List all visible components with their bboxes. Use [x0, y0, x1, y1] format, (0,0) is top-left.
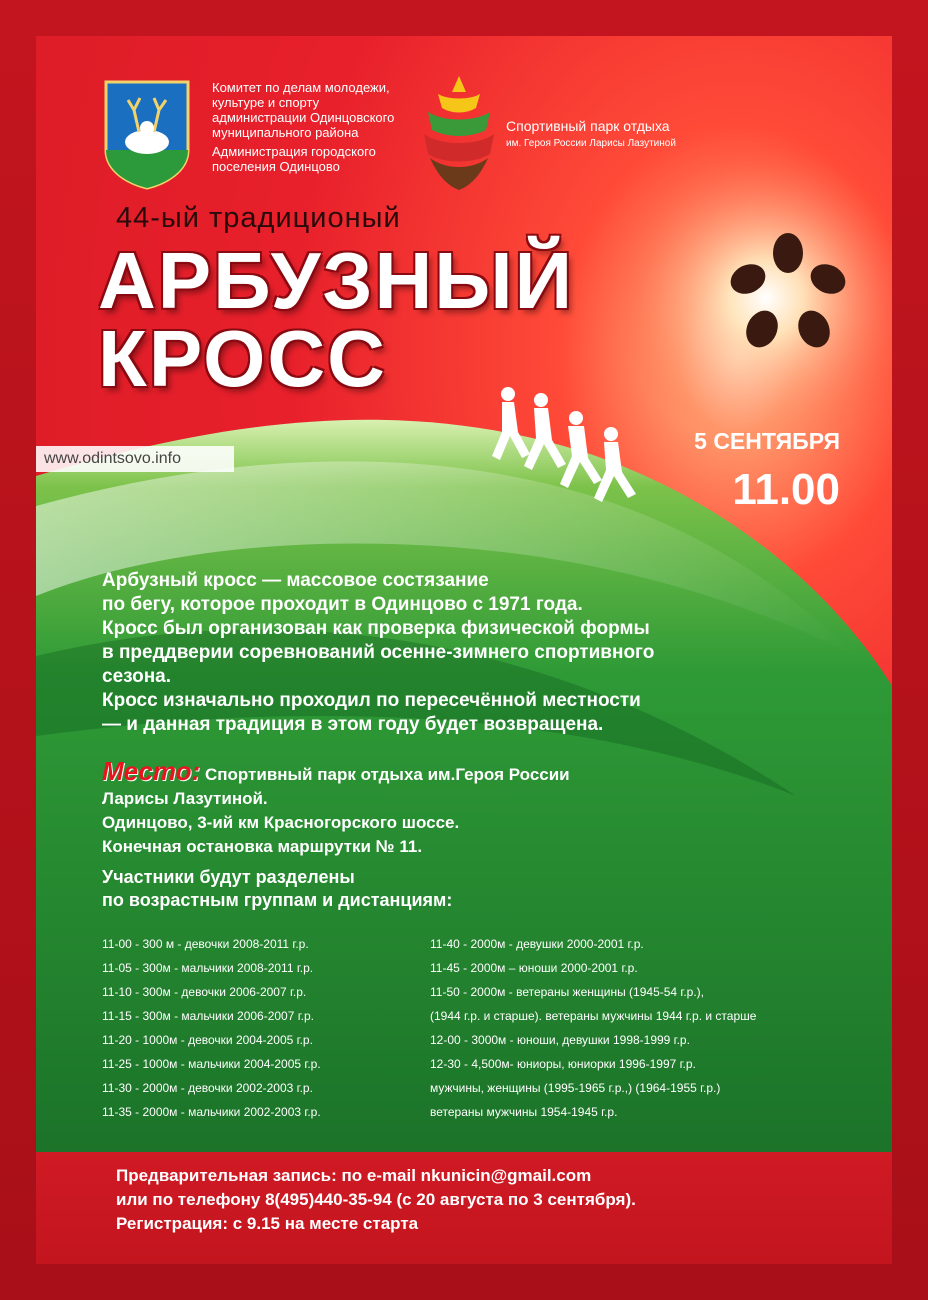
groups-heading: Участники будут разделены по возрастным группам и дистанциям: [102, 867, 453, 910]
committee-text: Комитет по делам молодежи, культуре и спорту администрации Одинцовского муниципального района Администрация городского поселения Одинцово [212, 80, 395, 174]
description: Арбузный кросс — массовое состязание по бегу, которое проходит в Одинцово с 1971 года. Кросс был организован как проверка физической формы в преддверии соревнований осенне-зимнего спортивного сезона. Кросс изначально проходил по пересечённой местности — и данная традиция в этом году будет возвращена. [102, 570, 655, 735]
schedule-item: 11-20 - 1000м - девочки 2004-2005 г.р. [102, 1033, 313, 1047]
poster [36, 36, 892, 1264]
place-label: Место: [102, 756, 201, 786]
registration-info: Предварительная запись: по e-mail nkunicin@gmail.com или по телефону 8(495)440-35-94 (с 20 августа по 3 сентября). Регистрация: с 9.15 на месте старта [116, 1166, 636, 1233]
schedule-item: 11-00 - 300 м - девочки 2008-2011 г.р. [102, 937, 309, 951]
schedule-item: 11-15 - 300м - мальчики 2006-2007 г.р. [102, 1009, 314, 1023]
event-time: 11.00 [732, 465, 840, 514]
park-logo-icon [418, 72, 500, 192]
schedule-item: 11-50 - 2000м - ветераны женщины (1945-54 г.р.), [430, 985, 705, 999]
watermelon-seeds-icon [726, 231, 850, 361]
schedule-item: 11-05 - 300м - мальчики 2008-2011 г.р. [102, 961, 314, 975]
schedule-left [102, 936, 321, 1128]
edition-title: 44-ый традиционый [116, 202, 401, 234]
main-title: АРБУЗНЫЙ КРОСС [98, 236, 575, 403]
schedule-item: 12-30 - 4,500м- юниоры, юниорки 1996-1997 г.р. [430, 1057, 696, 1071]
deer-crest-icon [104, 80, 190, 190]
event-date [694, 428, 840, 515]
park-name: Спортивный парк отдыха им. Героя России Ларисы Лазутиной [506, 118, 676, 149]
schedule-item: 11-35 - 2000м - мальчики 2002-2003 г.р. [102, 1105, 321, 1119]
schedule-item: ветераны мужчины 1954-1945 г.р. [430, 1105, 618, 1119]
place-info: Место: Спортивный парк отдыха им.Героя России Ларисы Лазутиной. Одинцово, 3-ий км Красногорского шоссе. Конечная остановка маршрутки № 11. [102, 756, 570, 856]
schedule-item: мужчины, женщины (1995-1965 г.р.,) (1964-1955 г.р.) [430, 1081, 721, 1095]
schedule-item: (1944 г.р. и старше). ветераны мужчины 1944 г.р. и старше [430, 1009, 757, 1023]
schedule-item: 11-10 - 300м - девочки 2006-2007 г.р. [102, 985, 307, 999]
event-date-day: 5 СЕНТЯБРЯ [694, 428, 840, 454]
schedule-item: 11-25 - 1000м - мальчики 2004-2005 г.р. [102, 1057, 321, 1071]
schedule-item: 11-40 - 2000м - девушки 2000-2001 г.р. [430, 937, 644, 951]
schedule-right [430, 936, 756, 1128]
schedule-item: 11-45 - 2000м – юноши 2000-2001 г.р. [430, 961, 638, 975]
runners-icon [486, 384, 646, 514]
schedule-item: 11-30 - 2000м - девочки 2002-2003 г.р. [102, 1081, 313, 1095]
watermark-url: www.odintsovo.info [36, 446, 234, 472]
schedule-item: 12-00 - 3000м - юноши, девушки 1998-1999 г.р. [430, 1033, 690, 1047]
